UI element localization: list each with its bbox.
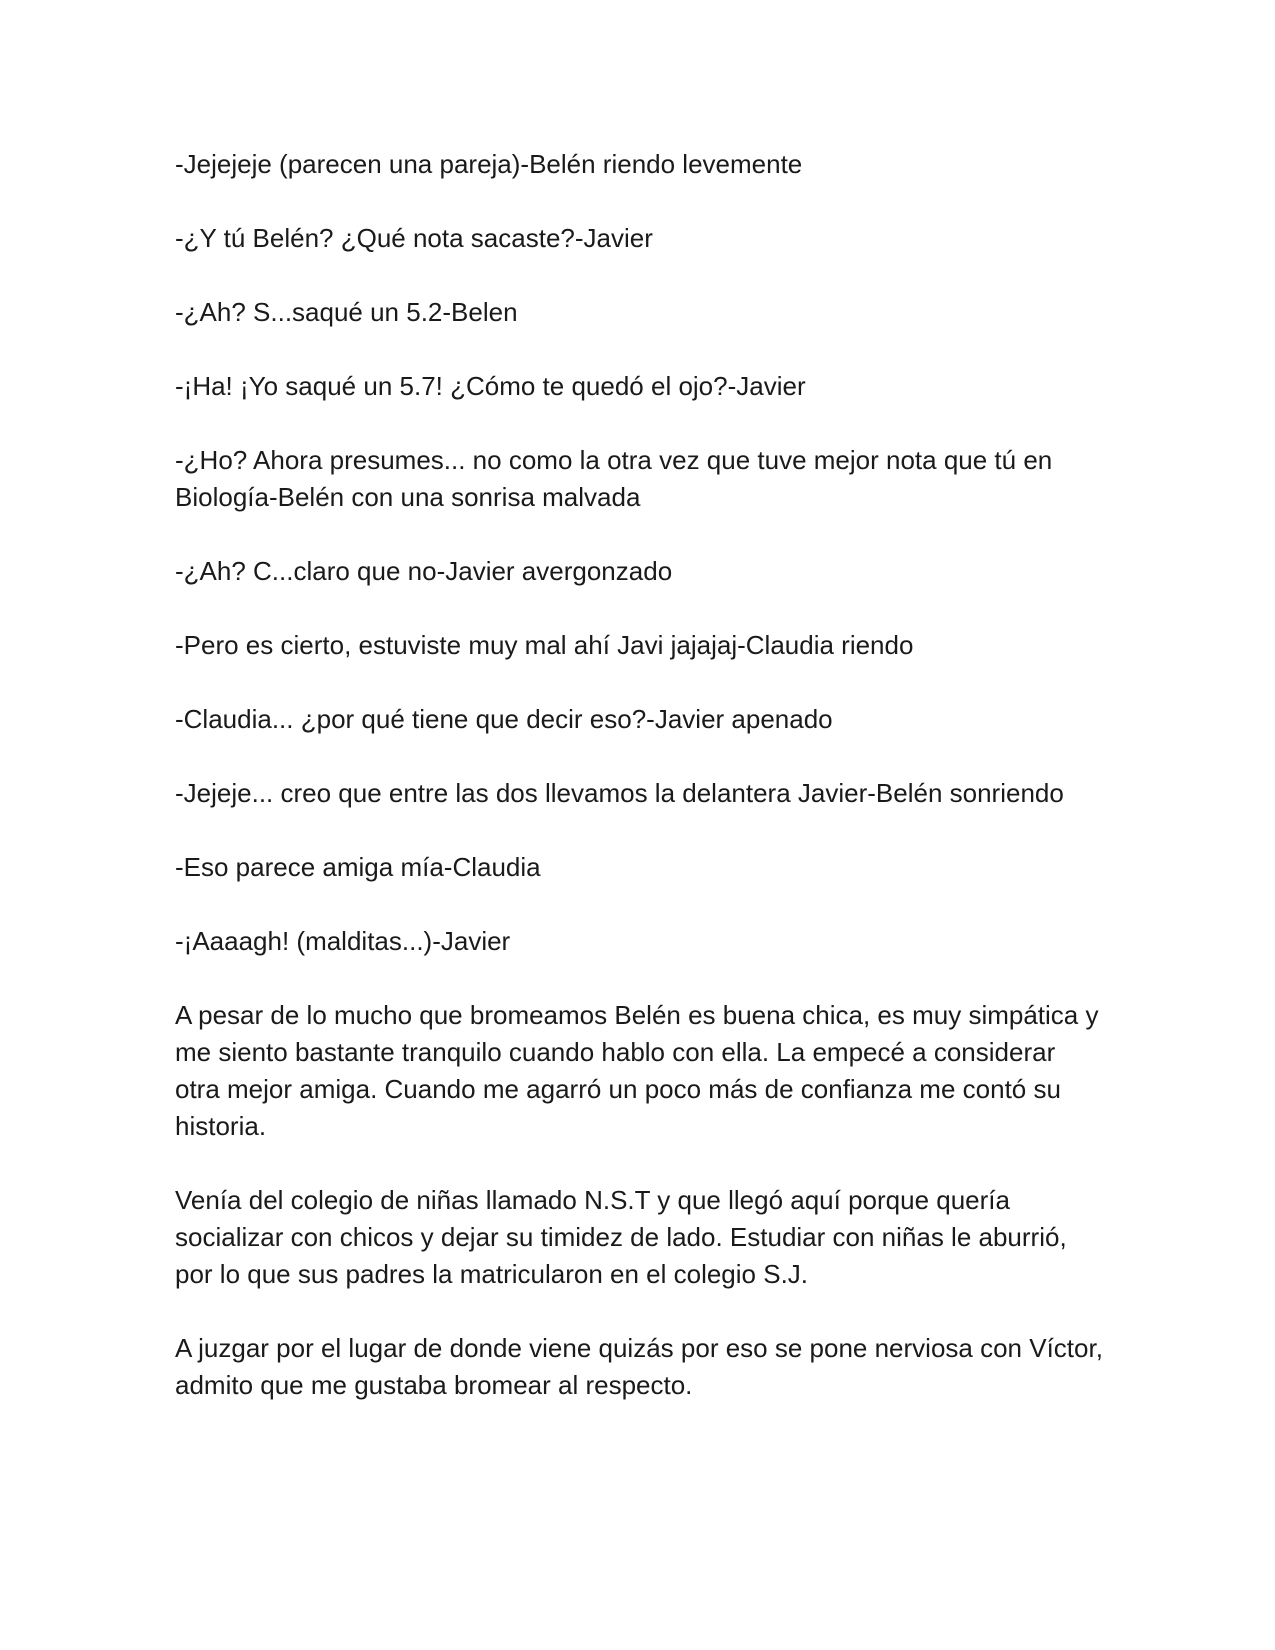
dialogue-line: -¡Aaaagh! (malditas...)-Javier [175,926,511,956]
dialogue-line: -¿Ah? S...saqué un 5.2-Belen [175,297,518,327]
dialogue-line: -¿Ah? C...claro que no-Javier avergonzado [175,556,673,586]
dialogue-line: -Eso parece amiga mía-Claudia [175,852,541,882]
narrative-paragraph: A juzgar por el lugar de donde viene quizás por eso se pone nerviosa con Víctor, admito que me gustaba bromear al respecto. [175,1333,1103,1400]
dialogue-line: -¿Ho? Ahora presumes... no como la otra vez que tuve mejor nota que tú en Biología-Belén con una sonrisa malvada [175,445,1053,512]
document-body [175,146,1105,1441]
dialogue-line: -Claudia... ¿por qué tiene que decir eso?-Javier apenado [175,704,833,734]
dialogue-line: -Pero es cierto, estuviste muy mal ahí Javi jajajaj-Claudia riendo [175,630,914,660]
narrative-paragraph: Venía del colegio de niñas llamado N.S.T y que llegó aquí porque quería socializar con chicos y dejar su timidez de lado. Estudiar con niñas le aburrió, por lo que sus padres la matricularon en el colegio S.J. [175,1185,1067,1289]
dialogue-line: -Jejejeje (parecen una pareja)-Belén riendo levemente [175,149,803,179]
dialogue-line: -¡Ha! ¡Yo saqué un 5.7! ¿Cómo te quedó el ojo?-Javier [175,371,806,401]
narrative-paragraph: A pesar de lo mucho que bromeamos Belén es buena chica, es muy simpática y me siento bastante tranquilo cuando hablo con ella. La empecé a considerar otra mejor amiga. Cuando me agarró un poco más de confianza me contó su historia. [175,1000,1099,1141]
dialogue-line: -Jejeje... creo que entre las dos llevamos la delantera Javier-Belén sonriendo [175,778,1064,808]
dialogue-line: -¿Y tú Belén? ¿Qué nota sacaste?-Javier [175,223,653,253]
